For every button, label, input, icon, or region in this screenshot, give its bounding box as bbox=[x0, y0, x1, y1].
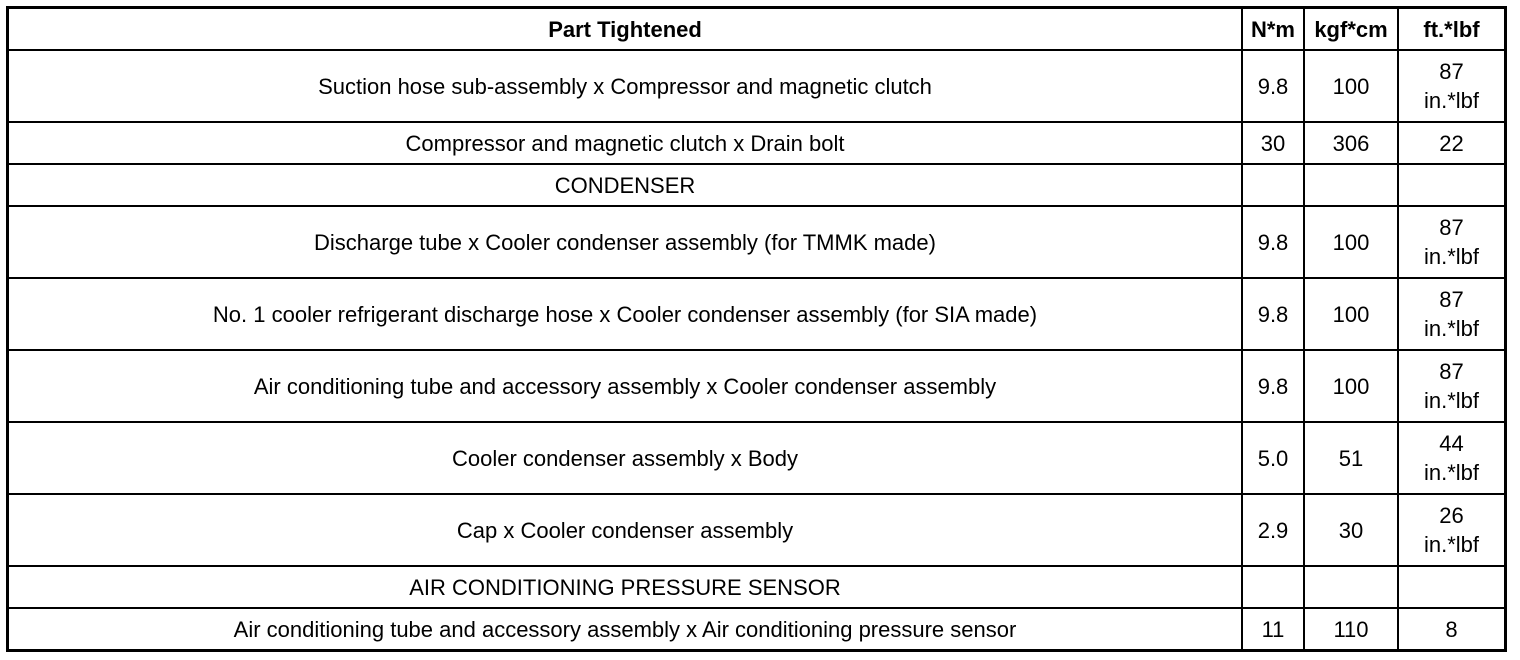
ftlbf-value: 8 bbox=[1445, 617, 1458, 642]
part-cell: Cooler condenser assembly x Body bbox=[9, 422, 1242, 494]
ftlbf-value: 22 bbox=[1439, 130, 1464, 156]
ftlbf-unit: in.*lbf bbox=[1423, 244, 1480, 269]
header-ftlbf: ft.*lbf bbox=[1398, 9, 1504, 50]
ftlbf-cell bbox=[1398, 122, 1504, 164]
part-cell: Air conditioning tube and accessory assembly x Cooler condenser assembly bbox=[9, 350, 1242, 422]
ftlbf-cell bbox=[1398, 50, 1504, 122]
nm-cell: 2.9 bbox=[1242, 494, 1304, 566]
ftlbf-unit: in.*lbf bbox=[1423, 88, 1480, 113]
ftlbf-cell bbox=[1398, 278, 1504, 350]
nm-cell bbox=[1242, 164, 1304, 206]
table-row bbox=[9, 422, 1504, 494]
part-cell: Discharge tube x Cooler condenser assembly (for TMMK made) bbox=[9, 206, 1242, 278]
ftlbf-unit: in.*lbf bbox=[1423, 388, 1480, 413]
ftlbf-cell bbox=[1398, 494, 1504, 566]
nm-cell: 30 bbox=[1242, 122, 1304, 164]
ftlbf-cell bbox=[1398, 422, 1504, 494]
kgfcm-cell: 51 bbox=[1304, 422, 1398, 494]
kgfcm-cell: 100 bbox=[1304, 206, 1398, 278]
nm-cell: 9.8 bbox=[1242, 278, 1304, 350]
kgfcm-cell: 100 bbox=[1304, 350, 1398, 422]
table-row bbox=[9, 206, 1504, 278]
part-cell: Air conditioning tube and accessory assembly x Air conditioning pressure sensor bbox=[9, 608, 1242, 650]
section-row bbox=[9, 566, 1504, 608]
torque-spec-table bbox=[9, 9, 1504, 650]
table-row bbox=[9, 350, 1504, 422]
table-header-row bbox=[9, 9, 1504, 50]
table-row bbox=[9, 278, 1504, 350]
part-cell: Compressor and magnetic clutch x Drain bolt bbox=[9, 122, 1242, 164]
torque-spec-table-frame bbox=[6, 6, 1507, 652]
ftlbf-cell bbox=[1398, 350, 1504, 422]
ftlbf-cell bbox=[1398, 608, 1504, 650]
nm-cell: 9.8 bbox=[1242, 50, 1304, 122]
kgfcm-cell: 100 bbox=[1304, 50, 1398, 122]
kgfcm-cell: 30 bbox=[1304, 494, 1398, 566]
nm-cell: 11 bbox=[1242, 608, 1304, 650]
ftlbf-value: 87 bbox=[1439, 215, 1464, 240]
kgfcm-cell: 306 bbox=[1304, 122, 1398, 164]
part-cell: Cap x Cooler condenser assembly bbox=[9, 494, 1242, 566]
table-row bbox=[9, 50, 1504, 122]
table-row bbox=[9, 608, 1504, 650]
table-row bbox=[9, 494, 1504, 566]
kgfcm-cell: 110 bbox=[1304, 608, 1398, 650]
header-kgfcm: kgf*cm bbox=[1304, 9, 1398, 50]
ftlbf-value: 26 bbox=[1439, 503, 1464, 528]
ftlbf-unit: in.*lbf bbox=[1423, 460, 1480, 485]
header-part-tightened: Part Tightened bbox=[9, 9, 1242, 50]
header-nm: N*m bbox=[1242, 9, 1304, 50]
kgfcm-cell: 100 bbox=[1304, 278, 1398, 350]
ftlbf-unit: in.*lbf bbox=[1423, 316, 1480, 341]
ftlbf-value: 87 bbox=[1439, 59, 1464, 84]
ftlbf-value: 87 bbox=[1439, 287, 1464, 312]
part-cell: No. 1 cooler refrigerant discharge hose x Cooler condenser assembly (for SIA made) bbox=[9, 278, 1242, 350]
section-row bbox=[9, 164, 1504, 206]
kgfcm-cell bbox=[1304, 566, 1398, 608]
ftlbf-cell bbox=[1398, 206, 1504, 278]
ftlbf-cell bbox=[1398, 566, 1504, 608]
nm-cell: 9.8 bbox=[1242, 206, 1304, 278]
nm-cell: 5.0 bbox=[1242, 422, 1304, 494]
nm-cell bbox=[1242, 566, 1304, 608]
part-cell: Suction hose sub-assembly x Compressor and magnetic clutch bbox=[9, 50, 1242, 122]
ftlbf-cell bbox=[1398, 164, 1504, 206]
section-title-condenser: CONDENSER bbox=[9, 164, 1242, 206]
ftlbf-value: 44 bbox=[1439, 431, 1464, 456]
section-title-pressure-sensor: AIR CONDITIONING PRESSURE SENSOR bbox=[9, 566, 1242, 608]
kgfcm-cell bbox=[1304, 164, 1398, 206]
nm-cell: 9.8 bbox=[1242, 350, 1304, 422]
ftlbf-unit: in.*lbf bbox=[1423, 532, 1480, 557]
ftlbf-value: 87 bbox=[1439, 359, 1464, 384]
table-row bbox=[9, 122, 1504, 164]
